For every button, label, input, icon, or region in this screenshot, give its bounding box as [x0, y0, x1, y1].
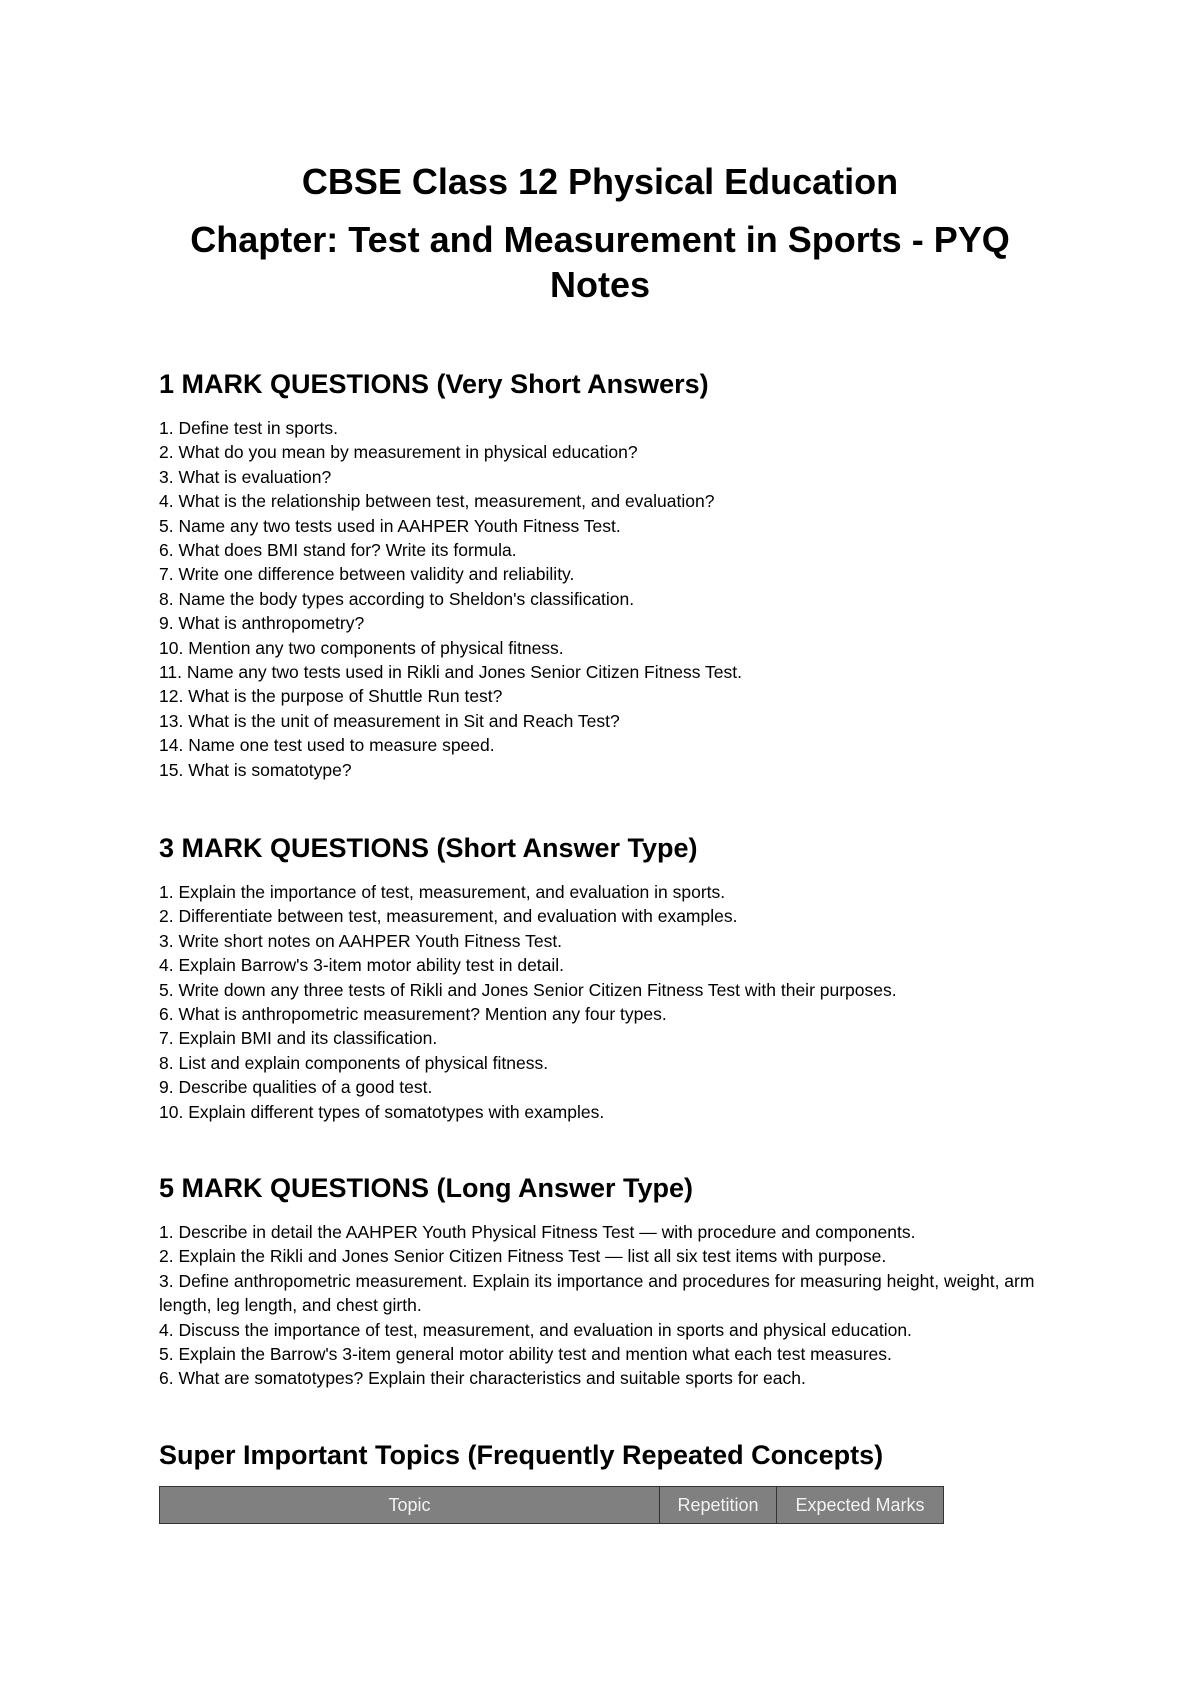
section-heading-important-topics: Super Important Topics (Frequently Repeated Concepts): [159, 1440, 884, 1470]
question-item: 9. What is anthropometry?: [159, 613, 365, 634]
question-item: 2. What do you mean by measurement in physical education?: [159, 442, 638, 463]
document-title: CBSE Class 12 Physical Education: [301, 161, 899, 202]
question-item: 4. Discuss the importance of test, measurement, and evaluation in sports and physical education.: [159, 1319, 912, 1340]
question-item: 5. Write down any three tests of Rikli and Jones Senior Citizen Fitness Test with their purposes.: [159, 979, 897, 1000]
section-heading-1-mark: 1 MARK QUESTIONS (Very Short Answers): [159, 369, 709, 399]
question-item: 7. Write one difference between validity and reliability.: [159, 564, 575, 585]
section-heading-3-mark: 3 MARK QUESTIONS (Short Answer Type): [159, 833, 698, 863]
question-list-1-mark: [159, 416, 1059, 782]
question-item: 3. Write short notes on AAHPER Youth Fitness Test.: [159, 930, 563, 951]
question-item: 3. Define anthropometric measurement. Explain its importance and procedures for measuring height, weight, arm length, leg length, and chest girth.: [159, 1270, 1035, 1316]
question-item: 6. What is anthropometric measurement? Mention any four types.: [159, 1004, 667, 1025]
question-item: 4. Explain Barrow's 3-item motor ability test in detail.: [159, 955, 565, 976]
question-item: 15. What is somatotype?: [159, 759, 352, 780]
question-item: 5. Explain the Barrow's 3-item general motor ability test and mention what each test measures.: [159, 1344, 892, 1365]
column-header-repetition: Repetition: [660, 1487, 777, 1524]
question-item: 12. What is the purpose of Shuttle Run test?: [159, 686, 503, 707]
question-list-3-mark: [159, 880, 1059, 1124]
question-item: 9. Describe qualities of a good test.: [159, 1077, 433, 1098]
column-header-topic: Topic: [160, 1487, 660, 1524]
table-header-row: [160, 1487, 944, 1524]
important-topics-table: [159, 1486, 944, 1524]
question-item: 2. Differentiate between test, measurement, and evaluation with examples.: [159, 906, 738, 927]
question-item: 8. Name the body types according to Sheldon's classification.: [159, 588, 635, 609]
question-item: 4. What is the relationship between test, measurement, and evaluation?: [159, 491, 715, 512]
question-item: 14. Name one test used to measure speed.: [159, 735, 495, 756]
question-item: 3. What is evaluation?: [159, 466, 332, 487]
question-item: 6. What are somatotypes? Explain their characteristics and suitable sports for each.: [159, 1368, 806, 1389]
column-header-expected-marks: Expected Marks: [777, 1487, 944, 1524]
question-item: 8. List and explain components of physical fitness.: [159, 1052, 549, 1073]
question-item: 13. What is the unit of measurement in Sit and Reach Test?: [159, 710, 620, 731]
question-item: 7. Explain BMI and its classification.: [159, 1028, 438, 1049]
question-item: 2. Explain the Rikli and Jones Senior Citizen Fitness Test — list all six test items with purpose.: [159, 1246, 887, 1267]
chapter-title: Chapter: Test and Measurement in Sports - PYQ: [190, 219, 1010, 260]
question-item: 11. Name any two tests used in Rikli and Jones Senior Citizen Fitness Test.: [159, 662, 742, 683]
question-item: 10. Mention any two components of physical fitness.: [159, 637, 564, 658]
question-item: 1. Explain the importance of test, measurement, and evaluation in sports.: [159, 882, 726, 902]
chapter-title-continued: Notes: [549, 264, 651, 305]
question-item: 6. What does BMI stand for? Write its formula.: [159, 540, 517, 561]
question-item: 1. Describe in detail the AAHPER Youth Physical Fitness Test — with procedure and components.: [159, 1222, 916, 1242]
question-item: 1. Define test in sports.: [159, 418, 338, 438]
question-item: 10. Explain different types of somatotypes with examples.: [159, 1101, 605, 1122]
section-heading-5-mark: 5 MARK QUESTIONS (Long Answer Type): [159, 1173, 694, 1203]
question-item: 5. Name any two tests used in AAHPER Youth Fitness Test.: [159, 515, 621, 536]
question-list-5-mark: [159, 1220, 1039, 1391]
